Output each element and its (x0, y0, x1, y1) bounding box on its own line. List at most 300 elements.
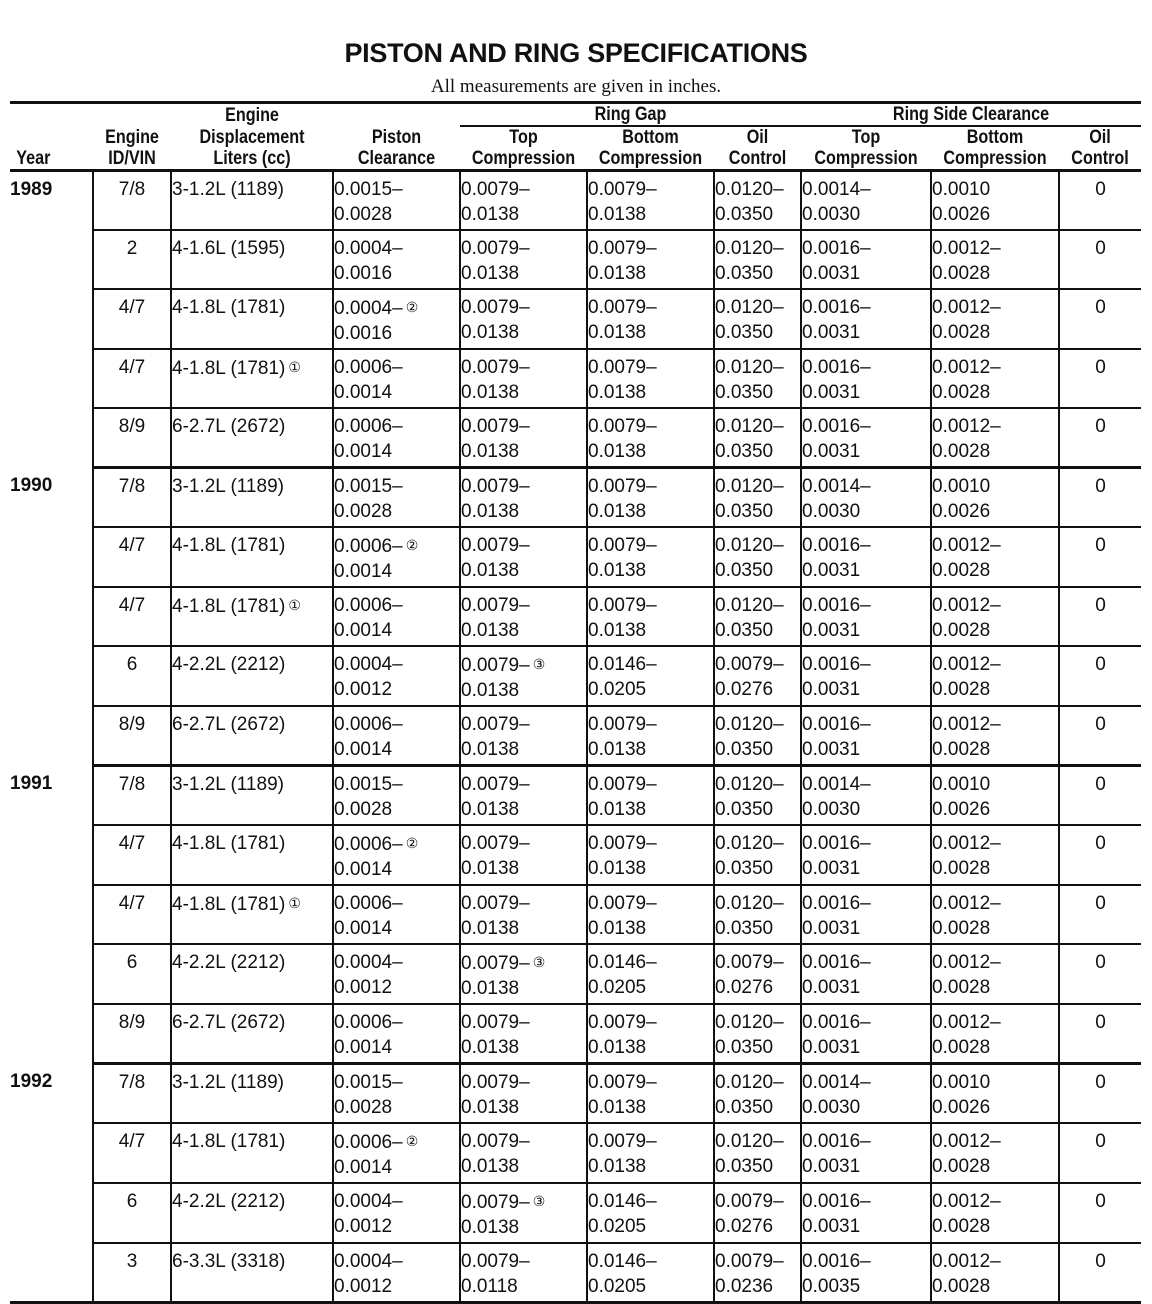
displacement-value: 4-1.8L (1781) (172, 894, 286, 915)
engine-id-cell: 4/7 (93, 587, 171, 646)
gap_oil-line1: 0.0120– (715, 297, 784, 318)
engine-id-cell: 4/7 (93, 527, 171, 587)
gap_oil-line2: 0.0350 (715, 441, 774, 462)
table-row (10, 646, 1141, 706)
side-clearance-oil-cell: 0 (1059, 468, 1141, 528)
side_top-line1: 0.0016– (802, 357, 871, 378)
side_bottom-line2: 0.0026 (932, 204, 991, 225)
gap_top-line1: 0.0079– (461, 179, 530, 200)
gap_oil-line1: 0.0120– (715, 1012, 784, 1033)
engine-id-cell: 4/7 (93, 349, 171, 408)
piston-clearance-cell (333, 408, 460, 468)
ring-gap-oil-cell (714, 289, 801, 349)
displacement-value: 4-1.8L (1781) (172, 596, 286, 617)
piston-value-start: 0.0006– (334, 536, 403, 557)
gap_bottom-line1: 0.0079– (588, 1012, 657, 1033)
header-spacer (16, 103, 87, 127)
piston-value-start: 0.0004– (334, 298, 403, 319)
gap_bottom-line1: 0.0146– (588, 1251, 657, 1272)
side_top-line2: 0.0031 (802, 263, 861, 284)
ring-gap-oil-cell (714, 171, 801, 231)
footnote-marker: ① (288, 359, 301, 375)
engine-id-cell: 8/9 (93, 408, 171, 468)
gap_top-line2: 0.0138 (461, 382, 520, 403)
gap_bottom-line2: 0.0138 (588, 441, 647, 462)
ring-gap-oil-cell (714, 766, 801, 826)
header-spacer (99, 103, 165, 127)
side-clearance-oil-cell: 0 (1059, 408, 1141, 468)
side_top-line2: 0.0030 (802, 501, 861, 522)
footnote-marker: ② (405, 835, 419, 851)
gap_top-line1: 0.0079– (461, 416, 530, 437)
side_top-line2: 0.0031 (802, 620, 861, 641)
gap_top-line2: 0.0138 (461, 263, 520, 284)
side_bottom-line2: 0.0026 (932, 1097, 991, 1118)
ring-gap-oil-cell (714, 1183, 801, 1243)
table-row (10, 1243, 1141, 1303)
displacement-cell (171, 468, 333, 528)
side_top-line2: 0.0031 (802, 1037, 861, 1058)
ring-gap-bottom-cell (587, 1064, 714, 1124)
gap_top-line2: 0.0138 (461, 1217, 520, 1238)
side_bottom-line1: 0.0010 (932, 774, 991, 795)
table-row (10, 1064, 1141, 1124)
side_top-line2: 0.0030 (802, 1097, 861, 1118)
gap_oil-line1: 0.0120– (715, 833, 784, 854)
gap_oil-line1: 0.0120– (715, 714, 784, 735)
gap_oil-line2: 0.0350 (715, 620, 774, 641)
side-clearance-bottom-cell (931, 1243, 1059, 1303)
piston-clearance-cell (333, 944, 460, 1004)
gap_oil-line2: 0.0350 (715, 799, 774, 820)
footnote-marker: ① (288, 597, 301, 613)
gap_bottom-line1: 0.0079– (588, 714, 657, 735)
gap_top-line1-wrap (461, 652, 586, 678)
piston-line1: 0.0015– (334, 774, 403, 795)
displacement-cell (171, 289, 333, 349)
piston-line1: 0.0006– (334, 893, 403, 914)
side_bottom-line1: 0.0012– (932, 893, 1001, 914)
side_top-line2: 0.0031 (802, 739, 861, 760)
side_top-line1: 0.0016– (802, 1251, 871, 1272)
gap_bottom-line2: 0.0138 (588, 1097, 647, 1118)
ring-gap-top-cell (460, 527, 587, 587)
ring-gap-oil-cell (714, 527, 801, 587)
side_top-line2: 0.0031 (802, 1216, 861, 1237)
ring-gap-oil-cell (714, 646, 801, 706)
gap_bottom-line2: 0.0205 (588, 679, 647, 700)
piston-line1: 0.0004– (334, 1251, 403, 1272)
ring-gap-bottom-cell (587, 171, 714, 231)
ring-gap-top-cell (460, 587, 587, 646)
side_bottom-line1: 0.0012– (932, 1251, 1001, 1272)
side-clearance-bottom-cell (931, 706, 1059, 766)
gap_bottom-line2: 0.0138 (588, 799, 647, 820)
year-cell: 1990 (10, 474, 53, 496)
gap_oil-line1: 0.0079– (715, 654, 784, 675)
gap_bottom-line1: 0.0079– (588, 416, 657, 437)
piston-clearance-cell (333, 1123, 460, 1183)
displacement-value: 4-1.8L (1781) (172, 535, 286, 556)
header-gap-oil-line1: Oil (746, 127, 769, 148)
displacement-value: 4-2.2L (2212) (172, 654, 286, 675)
gap_top-line1-wrap (461, 950, 586, 976)
gap_top-line2: 0.0138 (461, 1156, 520, 1177)
ring-gap-top-cell (460, 349, 587, 408)
ring-gap-top-cell (460, 468, 587, 528)
gap_oil-line2: 0.0350 (715, 501, 774, 522)
side-clearance-top-cell (801, 1123, 931, 1183)
gap_oil-line1: 0.0120– (715, 1072, 784, 1093)
side_bottom-line1: 0.0012– (932, 416, 1001, 437)
side_bottom-line2: 0.0028 (932, 1037, 991, 1058)
piston-line2: 0.0028 (334, 1097, 393, 1118)
gap_top-line2: 0.0138 (461, 441, 520, 462)
side_top-line1: 0.0016– (802, 595, 871, 616)
table-body (10, 171, 1141, 1303)
side_top-line2: 0.0031 (802, 560, 861, 581)
header-side-bottom-line1: Bottom (966, 127, 1024, 148)
header-displacement-line3: Liters (cc) (183, 148, 321, 171)
piston-line2: 0.0012 (334, 679, 393, 700)
footnote-marker: ② (405, 299, 419, 315)
gap_oil-line1: 0.0120– (715, 476, 784, 497)
gap_bottom-line2: 0.0138 (588, 382, 647, 403)
ring-gap-bottom-cell (587, 944, 714, 1004)
ring-gap-top-cell (460, 230, 587, 289)
side_bottom-line1: 0.0012– (932, 297, 1001, 318)
gap_bottom-line1: 0.0079– (588, 179, 657, 200)
ring-gap-top-cell (460, 1064, 587, 1124)
side-clearance-bottom-cell (931, 646, 1059, 706)
ring-gap-bottom-cell (587, 468, 714, 528)
piston-line1: 0.0015– (334, 1072, 403, 1093)
gap_oil-line2: 0.0236 (715, 1276, 774, 1297)
ring-gap-bottom-cell (587, 885, 714, 944)
side-clearance-oil-cell: 0 (1059, 944, 1141, 1004)
side-clearance-top-cell (801, 408, 931, 468)
document-subtitle: All measurements are given in inches. (430, 76, 722, 97)
side-clearance-top-cell (801, 468, 931, 528)
displacement-value: 6-2.7L (2672) (172, 714, 286, 735)
displacement-value: 4-2.2L (2212) (172, 952, 286, 973)
piston-line2: 0.0012 (334, 977, 393, 998)
gap_top-line1: 0.0079– (461, 595, 530, 616)
side_top-line2: 0.0031 (802, 322, 861, 343)
year-cell: 1989 (10, 179, 53, 200)
side-clearance-bottom-cell (931, 1183, 1059, 1243)
gap_oil-line2: 0.0350 (715, 1097, 774, 1118)
side-clearance-oil-cell: 0 (1059, 1123, 1141, 1183)
side-clearance-oil-cell: 0 (1059, 766, 1141, 826)
side-clearance-bottom-cell (931, 885, 1059, 944)
year-cell: 1991 (10, 772, 53, 794)
gap_oil-line1: 0.0079– (715, 952, 784, 973)
side_bottom-line1: 0.0012– (932, 1131, 1001, 1152)
gap_oil-line1: 0.0079– (715, 1251, 784, 1272)
gap_oil-line2: 0.0350 (715, 858, 774, 879)
side-clearance-bottom-cell (931, 289, 1059, 349)
side_top-line2: 0.0031 (802, 1156, 861, 1177)
header-side-top-line1: Top (851, 127, 881, 148)
side-clearance-bottom-cell (931, 408, 1059, 468)
table-row (10, 230, 1141, 289)
side_bottom-line2: 0.0028 (932, 1276, 991, 1297)
piston-clearance-cell (333, 1243, 460, 1303)
gap_top-line1: 0.0079– (461, 1072, 530, 1093)
ring-gap-oil-cell (714, 408, 801, 468)
ring-gap-bottom-cell (587, 527, 714, 587)
gap_top-line1-wrap (461, 1189, 586, 1215)
header-side-top-line2: Compression (811, 148, 922, 171)
gap_oil-line2: 0.0350 (715, 322, 774, 343)
piston-line1: 0.0004– (334, 238, 403, 259)
footnote-marker: ① (288, 895, 301, 911)
displacement-value: 3-1.2L (1189) (172, 476, 284, 497)
gap_oil-line1: 0.0079– (715, 1191, 784, 1212)
gap_top-line2: 0.0138 (461, 1037, 520, 1058)
gap_top-line2: 0.0138 (461, 322, 520, 343)
engine-id-cell: 4/7 (93, 1123, 171, 1183)
side-clearance-oil-cell: 0 (1059, 706, 1141, 766)
side-clearance-top-cell (801, 587, 931, 646)
side_top-line1: 0.0014– (802, 476, 871, 497)
side_bottom-line2: 0.0028 (932, 739, 991, 760)
displacement-value: 6-3.3L (3318) (172, 1251, 286, 1272)
gap_oil-line2: 0.0350 (715, 1156, 774, 1177)
displacement-value: 6-2.7L (2672) (172, 1012, 286, 1033)
ring-gap-bottom-cell (587, 230, 714, 289)
side-clearance-oil-cell: 0 (1059, 587, 1141, 646)
gap_oil-line2: 0.0350 (715, 382, 774, 403)
ring-gap-oil-cell (714, 1004, 801, 1064)
side_top-line1: 0.0014– (802, 1072, 871, 1093)
gap_top-line2: 0.0138 (461, 620, 520, 641)
piston-clearance-cell (333, 230, 460, 289)
piston-line1-wrap (334, 1129, 459, 1155)
piston-line1: 0.0004– (334, 654, 403, 675)
side-clearance-top-cell (801, 706, 931, 766)
piston-clearance-cell (333, 766, 460, 826)
displacement-value: 3-1.2L (1189) (172, 1072, 284, 1093)
table-row (10, 825, 1141, 885)
header-row-3 (10, 148, 1141, 171)
side_top-line1: 0.0016– (802, 1191, 871, 1212)
piston-clearance-cell (333, 171, 460, 231)
gap_oil-line2: 0.0350 (715, 739, 774, 760)
ring-gap-bottom-cell (587, 1123, 714, 1183)
gap_bottom-line1: 0.0079– (588, 833, 657, 854)
side-clearance-top-cell (801, 1183, 931, 1243)
piston-line2: 0.0014 (334, 918, 393, 939)
gap_oil-line1: 0.0120– (715, 1131, 784, 1152)
header-side-oil-line1: Oil (1089, 127, 1111, 148)
piston-line1: 0.0006– (334, 1012, 403, 1033)
gap_bottom-line2: 0.0138 (588, 918, 647, 939)
piston-clearance-cell (333, 527, 460, 587)
side_top-line1: 0.0016– (802, 893, 871, 914)
side_top-line2: 0.0030 (802, 799, 861, 820)
side_top-line2: 0.0031 (802, 441, 861, 462)
side_bottom-line2: 0.0028 (932, 679, 991, 700)
gap_bottom-line2: 0.0205 (588, 977, 647, 998)
gap_top-line2: 0.0138 (461, 918, 520, 939)
side_top-line2: 0.0035 (802, 1276, 861, 1297)
side-clearance-top-cell (801, 766, 931, 826)
piston-clearance-cell (333, 1183, 460, 1243)
gap_top-line2: 0.0138 (461, 1097, 520, 1118)
side-clearance-bottom-cell (931, 527, 1059, 587)
side_top-line1: 0.0016– (802, 535, 871, 556)
piston-clearance-cell (333, 1064, 460, 1124)
side-clearance-bottom-cell (931, 468, 1059, 528)
table-row (10, 766, 1141, 826)
gap_bottom-line1: 0.0079– (588, 893, 657, 914)
table-row (10, 468, 1141, 528)
side-clearance-bottom-cell (931, 766, 1059, 826)
gap_top-line1: 0.0079– (461, 1251, 530, 1272)
piston-line1: 0.0006– (334, 714, 403, 735)
ring-gap-top-cell (460, 289, 587, 349)
piston-line2: 0.0016 (334, 263, 393, 284)
side_bottom-line2: 0.0028 (932, 322, 991, 343)
ring-gap-bottom-cell (587, 766, 714, 826)
displacement-cell (171, 1064, 333, 1124)
side-clearance-bottom-cell (931, 171, 1059, 231)
engine-id-cell: 6 (93, 1183, 171, 1243)
header-side-oil-line2: Control (1065, 148, 1135, 171)
ring-gap-bottom-cell (587, 289, 714, 349)
piston-line2: 0.0014 (334, 441, 393, 462)
header-gap-bottom-line1: Bottom (622, 127, 679, 148)
gap_bottom-line1: 0.0079– (588, 238, 657, 259)
piston-value-start: 0.0006– (334, 834, 403, 855)
gap_bottom-line2: 0.0138 (588, 263, 647, 284)
displacement-cell (171, 1243, 333, 1303)
footnote-marker: ③ (532, 656, 546, 672)
table-row (10, 408, 1141, 468)
ring-gap-bottom-cell (587, 1243, 714, 1303)
displacement-value: 6-2.7L (2672) (172, 416, 286, 437)
piston-line1: 0.0006– (334, 357, 403, 378)
piston-line2: 0.0014 (334, 620, 393, 641)
gap_oil-line1: 0.0120– (715, 535, 784, 556)
displacement-value: 3-1.2L (1189) (172, 774, 284, 795)
side-clearance-oil-cell: 0 (1059, 885, 1141, 944)
ring-gap-oil-cell (714, 230, 801, 289)
piston-clearance-cell (333, 289, 460, 349)
gap_bottom-line1: 0.0079– (588, 297, 657, 318)
header-engine-id-line2: ID/VIN (99, 148, 165, 171)
engine-id-cell: 4/7 (93, 289, 171, 349)
side_bottom-line1: 0.0012– (932, 833, 1001, 854)
piston-clearance-cell (333, 706, 460, 766)
engine-id-cell: 7/8 (93, 766, 171, 826)
side_top-line1: 0.0016– (802, 714, 871, 735)
side_top-line1: 0.0016– (802, 238, 871, 259)
ring-gap-top-cell (460, 1243, 587, 1303)
ring-gap-top-cell (460, 646, 587, 706)
side_bottom-line2: 0.0028 (932, 263, 991, 284)
engine-id-cell: 8/9 (93, 706, 171, 766)
side_bottom-line2: 0.0028 (932, 1156, 991, 1177)
side_top-line2: 0.0031 (802, 977, 861, 998)
ring-gap-bottom-cell (587, 408, 714, 468)
side_top-line1: 0.0016– (802, 654, 871, 675)
displacement-value: 3-1.2L (1189) (172, 179, 284, 200)
side-clearance-oil-cell: 0 (1059, 230, 1141, 289)
gap_bottom-line1: 0.0079– (588, 595, 657, 616)
gap_bottom-line2: 0.0138 (588, 858, 647, 879)
header-ring-gap: Ring Gap (486, 103, 776, 127)
gap_bottom-line2: 0.0138 (588, 560, 647, 581)
gap_oil-line1: 0.0120– (715, 179, 784, 200)
table-row (10, 944, 1141, 1004)
year-cell: 1992 (10, 1070, 53, 1092)
side-clearance-oil-cell: 0 (1059, 825, 1141, 885)
side_bottom-line2: 0.0028 (932, 918, 991, 939)
table-row (10, 1123, 1141, 1183)
header-spacer (16, 126, 87, 148)
side_bottom-line1: 0.0012– (932, 1191, 1001, 1212)
gap_oil-line1: 0.0120– (715, 893, 784, 914)
gap_oil-line2: 0.0350 (715, 263, 774, 284)
piston-line2: 0.0014 (334, 1037, 393, 1058)
side-clearance-bottom-cell (931, 230, 1059, 289)
piston-clearance-cell (333, 885, 460, 944)
piston-line2: 0.0014 (334, 382, 393, 403)
piston-line2: 0.0012 (334, 1216, 393, 1237)
header-ring-side-clearance: Ring Side Clearance (827, 103, 1116, 127)
side-clearance-bottom-cell (931, 944, 1059, 1004)
displacement-value: 4-1.8L (1781) (172, 358, 286, 379)
ring-gap-oil-cell (714, 885, 801, 944)
gap_bottom-line2: 0.0138 (588, 739, 647, 760)
side_bottom-line2: 0.0026 (932, 799, 991, 820)
side_bottom-line1: 0.0012– (932, 595, 1001, 616)
side_bottom-line1: 0.0012– (932, 535, 1001, 556)
engine-id-cell: 3 (93, 1243, 171, 1303)
gap_oil-line2: 0.0276 (715, 679, 774, 700)
gap_oil-line2: 0.0276 (715, 1216, 774, 1237)
engine-id-cell: 7/8 (93, 1064, 171, 1124)
ring-gap-oil-cell (714, 587, 801, 646)
side-clearance-top-cell (801, 1004, 931, 1064)
piston-line2: 0.0014 (334, 1157, 393, 1178)
gap_top-value-start: 0.0079– (461, 1192, 530, 1213)
displacement-cell (171, 408, 333, 468)
side-clearance-oil-cell: 0 (1059, 171, 1141, 231)
piston-clearance-cell (333, 825, 460, 885)
ring-gap-top-cell (460, 944, 587, 1004)
gap_top-line1: 0.0079– (461, 297, 530, 318)
table-row (10, 527, 1141, 587)
engine-id-cell: 6 (93, 646, 171, 706)
displacement-cell (171, 230, 333, 289)
ring-gap-bottom-cell (587, 646, 714, 706)
piston-line2: 0.0028 (334, 501, 393, 522)
table-header (10, 103, 1141, 171)
gap_bottom-line2: 0.0205 (588, 1276, 647, 1297)
header-gap-top-line2: Compression (470, 148, 578, 171)
gap_bottom-line2: 0.0138 (588, 620, 647, 641)
piston-clearance-cell (333, 468, 460, 528)
ring-gap-oil-cell (714, 825, 801, 885)
side-clearance-bottom-cell (931, 1064, 1059, 1124)
header-row-2 (10, 126, 1141, 148)
ring-gap-top-cell (460, 706, 587, 766)
side_top-line1: 0.0014– (802, 774, 871, 795)
